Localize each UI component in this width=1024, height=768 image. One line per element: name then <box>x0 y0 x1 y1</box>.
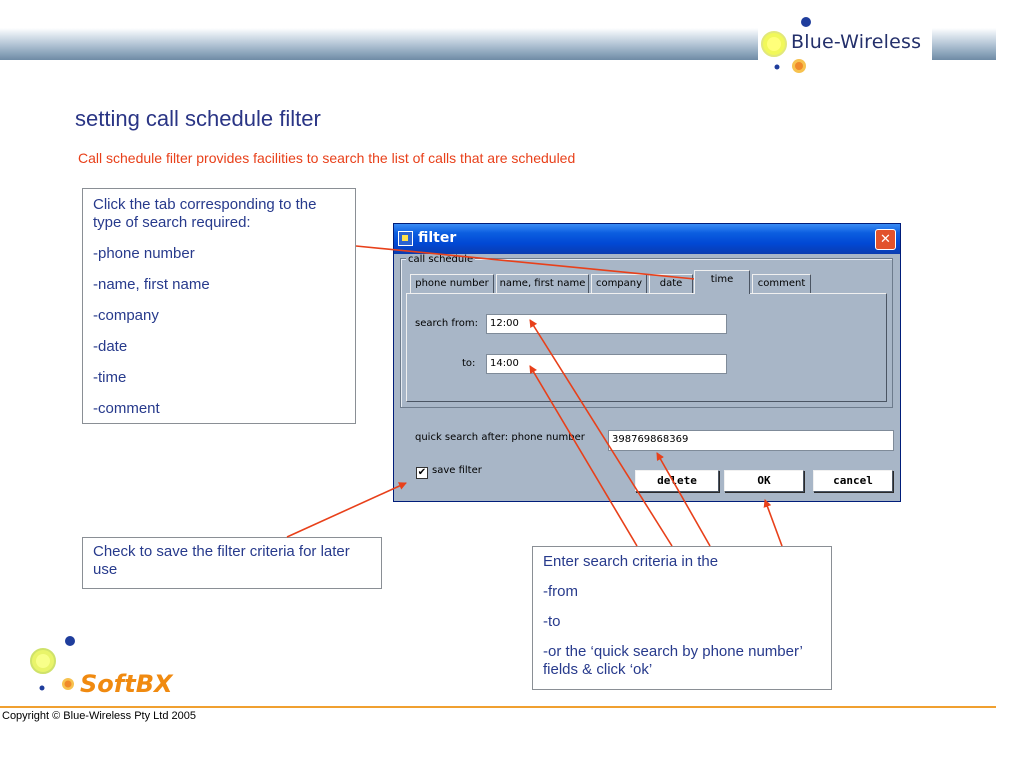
callout-list-item: -or the ‘quick search by phone number’ fields & click ‘ok’ <box>543 643 803 678</box>
time-tab-panel <box>406 293 887 402</box>
page-subtitle: Call schedule filter provides facilities to search the list of calls that are scheduled <box>78 150 576 166</box>
footer-divider <box>0 706 996 708</box>
search-from-label: search from: <box>415 318 479 329</box>
ok-arrow <box>765 500 782 546</box>
callout-list-item: -name, first name <box>93 276 210 293</box>
delete-button[interactable]: delete <box>635 470 719 492</box>
quick-search-input[interactable]: 398769868369 <box>608 430 894 451</box>
tab-company[interactable]: company <box>591 274 647 293</box>
callout-list-item: -phone number <box>93 245 195 262</box>
save-filter-arrow <box>287 483 406 537</box>
blue-wireless-logo <box>758 12 932 76</box>
save-filter-checkbox[interactable] <box>416 467 428 479</box>
cancel-button[interactable]: cancel <box>813 470 893 492</box>
dialog-title: filter <box>418 230 457 246</box>
save-callout <box>82 537 382 589</box>
tabs-callout <box>82 188 356 424</box>
softbx-logo-icon <box>28 632 80 694</box>
tabs-callout-intro: Click the tab corresponding to the type of search required: <box>93 196 317 231</box>
filter-dialog <box>393 223 901 502</box>
callout-list-item: -from <box>543 583 578 600</box>
softbx-product-name: SoftBX <box>80 670 173 698</box>
quick-search-label: quick search after: phone number <box>415 432 585 443</box>
callout-list-item: -to <box>543 613 561 630</box>
criteria-callout <box>532 546 832 690</box>
callout-list-item: -time <box>93 369 127 386</box>
copyright-text: Copyright © Blue-Wireless Pty Ltd 2005 <box>2 710 196 722</box>
tab-phone-number[interactable]: phone number <box>410 274 494 293</box>
window-icon <box>398 231 413 246</box>
to-label: to: <box>462 358 476 369</box>
callout-list-item: -comment <box>93 400 160 417</box>
tab-time[interactable]: time <box>694 270 750 294</box>
criteria-callout-intro: Enter search criteria in the <box>543 553 719 570</box>
close-button[interactable]: ✕ <box>875 229 896 250</box>
page-title: setting call schedule filter <box>75 106 321 131</box>
save-callout-text: Check to save the filter criteria for later use <box>93 543 350 578</box>
tab-comment[interactable]: comment <box>752 274 811 293</box>
callout-list-item: -company <box>93 307 159 324</box>
dialog-titlebar[interactable] <box>394 224 900 254</box>
checkmark-icon: ✔ <box>417 467 427 478</box>
to-input[interactable]: 14:00 <box>486 354 727 374</box>
group-label: call schedule <box>408 254 474 265</box>
callout-list-item: -date <box>93 338 128 355</box>
save-filter-label: save filter <box>432 465 482 476</box>
search-from-input[interactable]: 12:00 <box>486 314 727 334</box>
tab-name-first-name[interactable]: name, first name <box>496 274 589 293</box>
brand-name: Blue-Wireless <box>791 31 922 53</box>
tab-date[interactable]: date <box>649 274 693 293</box>
ok-button[interactable]: OK <box>724 470 804 492</box>
